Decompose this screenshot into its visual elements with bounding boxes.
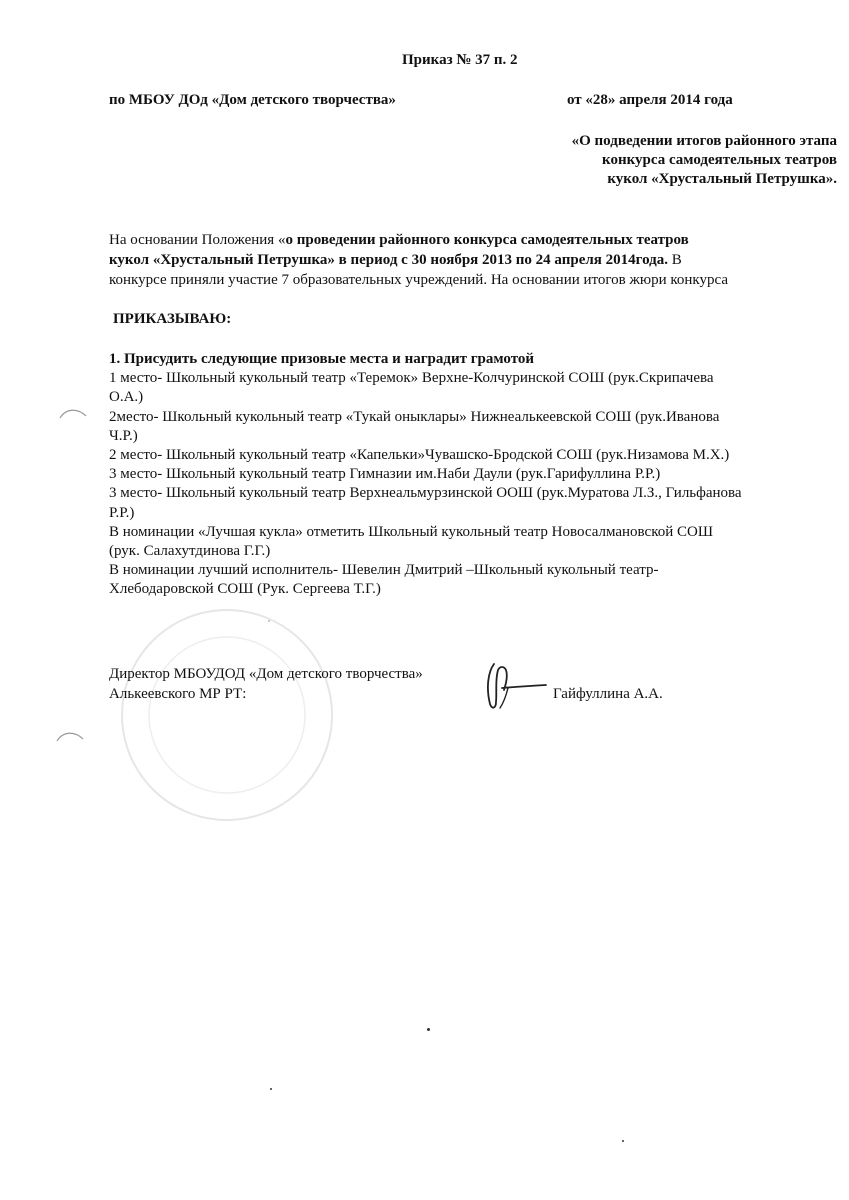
basis-text-bold: о проведении районного конкурса самодеятельных театров <box>285 232 689 248</box>
order-word: ПРИКАЗЫВАЮ: <box>113 311 232 327</box>
basis-text-normal: На основании Положения « <box>109 232 286 248</box>
award-line: 2 место- Школьный кукольный театр «Капельки»Чувашско-Бродской СОШ (рук.Низамова М.Х.) <box>109 447 730 464</box>
order-title: Приказ № 37 п. 2 <box>402 52 518 68</box>
punch-hole-mark <box>58 404 88 424</box>
award-line: Р.Р.) <box>109 504 135 521</box>
basis-line-1 <box>109 230 829 250</box>
faint-stamp-mark <box>112 600 342 830</box>
awards-heading: 1. Присудить следующие призовые места и наградит грамотой <box>109 351 535 367</box>
basis-line-3: конкурсе приняли участие 7 образовательных учреждений. На основании итогов жюри конкурса <box>109 272 728 288</box>
basis-line-2 <box>109 250 829 270</box>
signatory-name: Гайфуллина А.А. <box>553 686 663 702</box>
subject-line-3: кукол «Хрустальный Петрушка». <box>607 171 837 187</box>
signatory-position <box>109 664 423 704</box>
scan-speck <box>427 1028 430 1031</box>
awards-section <box>109 350 839 600</box>
punch-hole-mark <box>55 727 85 747</box>
scan-speck <box>270 1088 272 1090</box>
order-date: от «28» апреля 2014 года <box>567 92 733 108</box>
scan-speck <box>268 620 270 622</box>
position-line-1: Директор МБОУДОД «Дом детского творчества» <box>109 666 423 682</box>
award-line: О.А.) <box>109 389 144 406</box>
position-line-2: Алькеевского МР РТ: <box>109 686 247 702</box>
award-line: В номинации лучший исполнитель- Шевелин Дмитрий –Школьный кукольный театр- <box>109 562 659 579</box>
award-line: 3 место- Школьный кукольный театр Гимназии им.Наби Даули (рук.Гарифуллина Р.Р.) <box>109 466 661 483</box>
basis-paragraph <box>109 230 829 290</box>
handwritten-signature <box>480 658 550 714</box>
basis-period-bold: кукол «Хрустальный Петрушка» в период с 30 ноября 2013 по 24 апреля 2014года. <box>109 252 668 268</box>
award-line: Ч.Р.) <box>109 427 138 444</box>
subject-line-2: конкурса самодеятельных театров <box>602 152 837 168</box>
subject-line-1: «О подведении итогов районного этапа <box>571 133 837 149</box>
award-line: Хлебодаровской СОШ (Рук. Сергеева Т.Г.) <box>109 581 381 598</box>
organization-name: по МБОУ ДОд «Дом детского творчества» <box>109 92 396 108</box>
award-line: 1 место- Школьный кукольный театр «Теремок» Верхне-Колчуринской СОШ (рук.Скрипачева <box>109 370 714 387</box>
award-line: В номинации «Лучшая кукла» отметить Школьный кукольный театр Новосалмановской СОШ <box>109 523 713 540</box>
award-line: 2место- Школьный кукольный театр «Тукай оныклары» Нижнеалькеевской СОШ (рук.Иванова <box>109 408 720 425</box>
scan-speck <box>622 1140 624 1142</box>
basis-continuation: В <box>667 252 682 268</box>
order-subject <box>572 132 837 189</box>
award-line: 3 место- Школьный кукольный театр Верхнеальмурзинской ООШ (рук.Муратова Л.З., Гильфанова <box>109 485 742 502</box>
award-line: (рук. Салахутдинова Г.Г.) <box>109 543 271 560</box>
